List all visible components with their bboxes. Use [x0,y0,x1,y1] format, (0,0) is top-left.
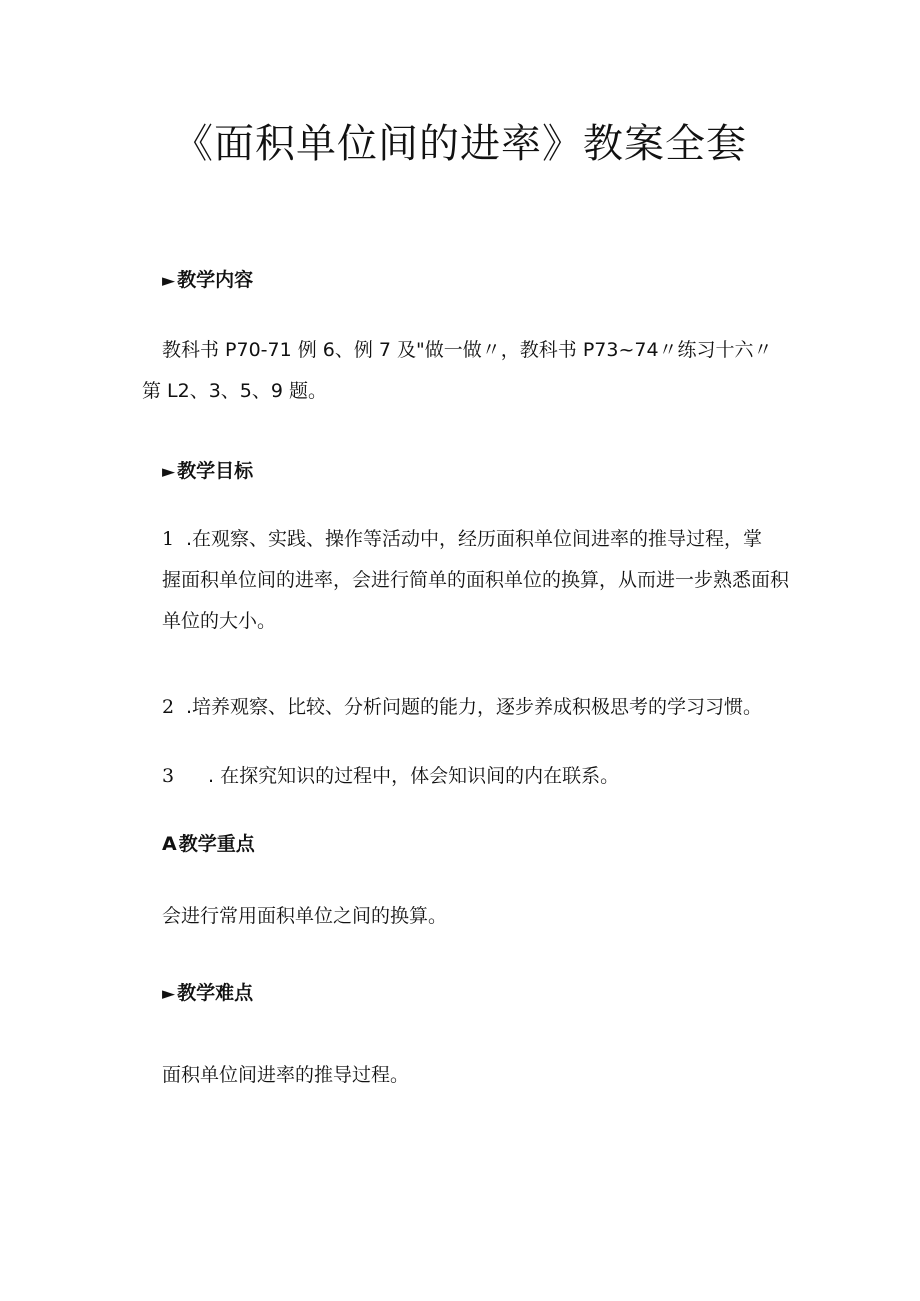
goal-text: 握面积单位间的进率，会进行简单的面积单位的换算，从而进一步熟悉面积 [162,569,790,591]
goal-text: 单位的大小。 [162,610,277,632]
goal-number: 3 [162,765,175,787]
key-points-paragraph [162,896,802,937]
goal-number: 1 [162,528,175,550]
goal-text: .在观察、实践、操作等活动中，经历面积单位间进率的推导过程，掌 [186,528,763,550]
goal-number: 2 [162,696,175,718]
triangle-bullet-icon: ► [162,462,176,482]
heading-label: 教学内容 [177,269,254,291]
difficulties-text: 面积单位间进率的推导过程。 [162,1064,410,1086]
document-title: 《面积单位间的进率》教案全套 [173,121,747,167]
heading-label: 教学难点 [177,982,254,1004]
triangle-bullet-icon: ► [162,271,176,291]
a-marker: A [162,833,177,855]
goal-item-3 [162,756,802,797]
content-paragraph [142,330,802,412]
heading-label: 教学重点 [178,833,255,855]
section-heading-goals [162,458,253,485]
goal-text: . 在探究知识的过程中，体会知识间的内在联系。 [208,765,620,787]
section-heading-content [162,267,253,294]
triangle-bullet-icon: ► [162,984,176,1004]
difficulties-paragraph [162,1055,802,1096]
section-heading-key-points [162,831,255,857]
heading-label: 教学目标 [177,460,254,482]
section-heading-difficulties [162,980,253,1007]
goal-text: .培养观察、比较、分析问题的能力，逐步养成积极思考的学习习惯。 [186,696,763,718]
content-line-1: 教科书 P70-71 例 6、例 7 及"做一做〃，教科书 P73~74〃练习十六〃 [162,339,773,361]
goal-item-1 [162,519,802,642]
key-points-text: 会进行常用面积单位之间的换算。 [162,905,448,927]
content-line-2: 第 L2、3、5、9 题。 [142,380,328,402]
goal-item-2 [162,687,802,728]
